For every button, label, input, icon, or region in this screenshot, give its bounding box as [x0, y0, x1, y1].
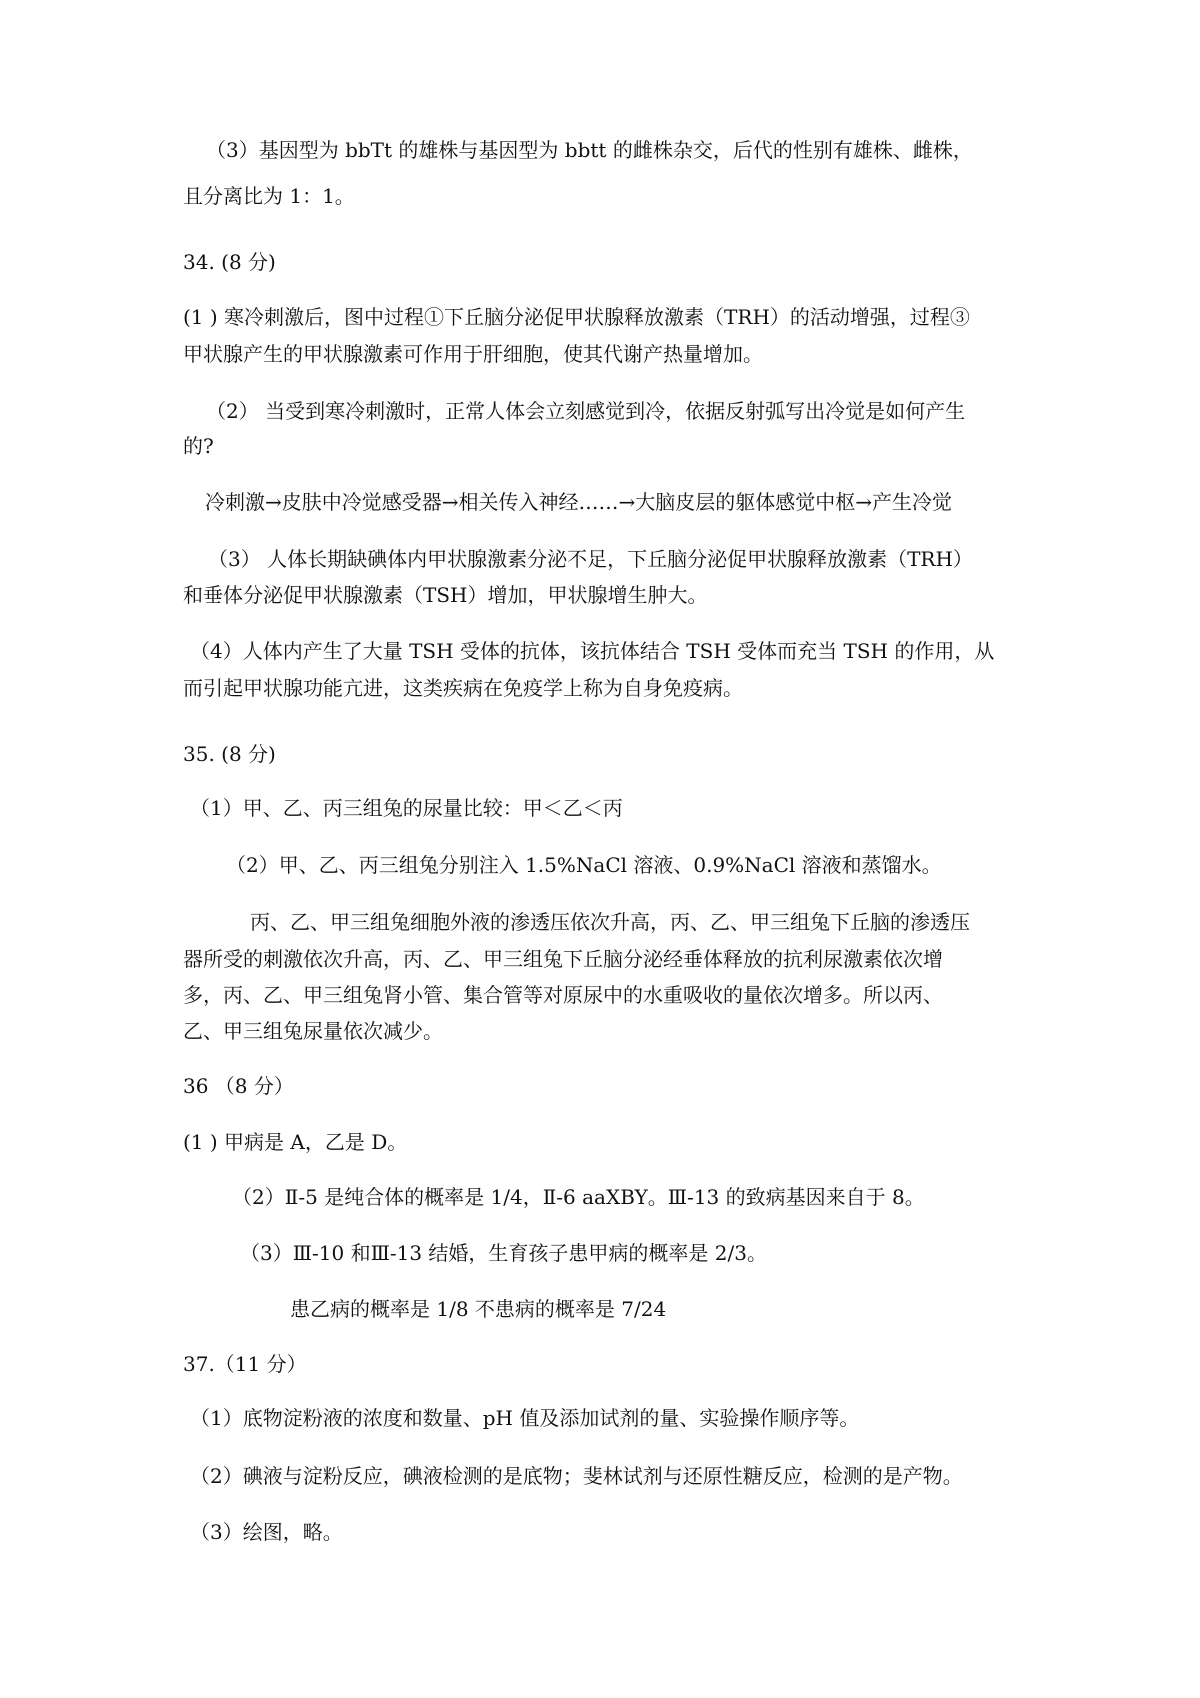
text-line: （2）碘液与淀粉反应，碘液检测的是底物；斐林试剂与还原性糖反应，检测的是产物。	[190, 1464, 963, 1488]
text-line: （4）人体内产生了大量 TSH 受体的抗体，该抗体结合 TSH 受体而充当 TSH 的作用，从	[190, 639, 995, 663]
text-line: 多，丙、乙、甲三组兔肾小管、集合管等对原尿中的水重吸收的量依次增多。所以丙、	[183, 983, 943, 1007]
text-line: 35. (8 分)	[183, 742, 276, 766]
text-line: （3）绘图，略。	[190, 1520, 343, 1544]
text-line: （1）甲、乙、丙三组兔的尿量比较：甲＜乙＜丙	[190, 796, 623, 820]
text-line: 的?	[183, 434, 214, 458]
text-line: (1 ) 寒冷刺激后，图中过程①下丘脑分泌促甲状腺释放激素（TRH）的活动增强，过程③	[183, 305, 970, 329]
text-line: 且分离比为 1：1。	[183, 184, 355, 208]
text-line: 34. (8 分)	[183, 250, 276, 274]
text-line: （3）Ⅲ-10 和Ⅲ-13 结婚，生育孩子患甲病的概率是 2/3。	[240, 1241, 767, 1265]
text-line: （3） 人体长期缺碘体内甲状腺激素分泌不足，下丘脑分泌促甲状腺释放激素（TRH）	[208, 547, 973, 571]
text-line: 乙、甲三组兔尿量依次减少。	[183, 1019, 443, 1043]
text-line: 器所受的刺激依次升高，丙、乙、甲三组兔下丘脑分泌经垂体释放的抗利尿激素依次增	[183, 947, 943, 971]
text-line: 36 （8 分）	[183, 1074, 294, 1098]
text-line: (1 ) 甲病是 A，乙是 D。	[183, 1130, 408, 1154]
text-line: （2）Ⅱ-5 是纯合体的概率是 1/4，Ⅱ-6 aaXBY。Ⅲ-13 的致病基因来自于 8。	[232, 1185, 925, 1209]
text-line: 冷刺激→皮肤中冷觉感受器→相关传入神经……→大脑皮层的躯体感觉中枢→产生冷觉	[205, 490, 953, 514]
text-line: 丙、乙、甲三组兔细胞外液的渗透压依次升高，丙、乙、甲三组兔下丘脑的渗透压	[250, 910, 970, 934]
text-line: （2） 当受到寒冷刺激时，正常人体会立刻感觉到冷，依据反射弧写出冷觉是如何产生	[206, 399, 966, 423]
text-line: 甲状腺产生的甲状腺激素可作用于肝细胞，使其代谢产热量增加。	[183, 342, 763, 366]
text-line: 和垂体分泌促甲状腺激素（TSH）增加，甲状腺增生肿大。	[183, 583, 708, 607]
text-line: 患乙病的概率是 1/8 不患病的概率是 7/24	[290, 1297, 667, 1321]
text-line: 而引起甲状腺功能亢进，这类疾病在免疫学上称为自身免疫病。	[183, 676, 743, 700]
text-line: 37.（11 分）	[183, 1352, 307, 1376]
text-line: （3）基因型为 bbTt 的雄株与基因型为 bbtt 的雌株杂交，后代的性别有雄株、雌株，	[206, 138, 973, 162]
text-line: （2）甲、乙、丙三组兔分别注入 1.5%NaCl 溶液、0.9%NaCl 溶液和蒸馏水。	[226, 853, 942, 877]
text-line: （1）底物淀粉液的浓度和数量、pH 值及添加试剂的量、实验操作顺序等。	[190, 1406, 860, 1430]
